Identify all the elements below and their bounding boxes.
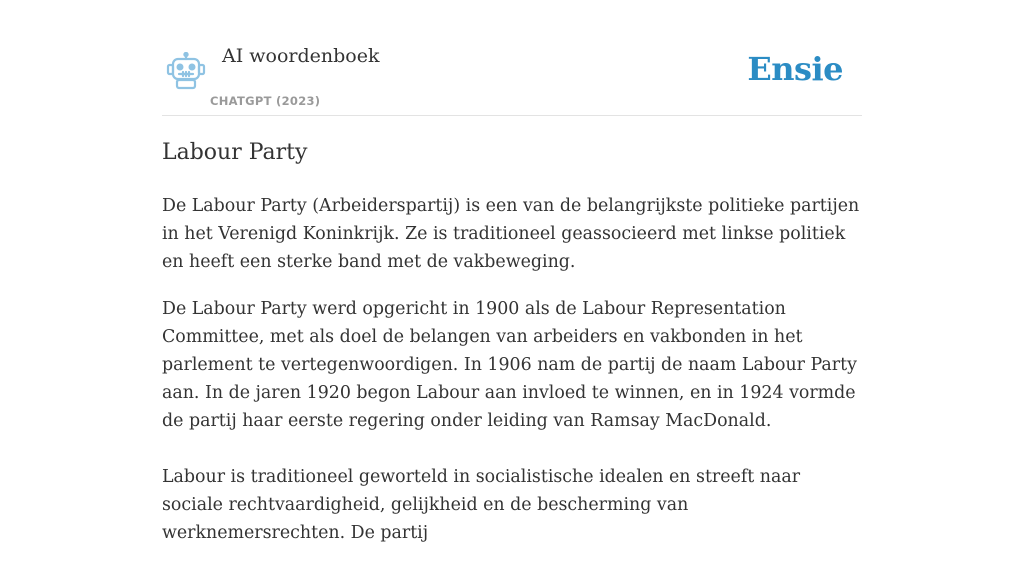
entry-body	[162, 192, 862, 566]
robot-icon	[166, 52, 206, 90]
entry-page	[162, 0, 862, 543]
page-title: Labour Party	[162, 140, 308, 165]
ensie-logo[interactable]: Ensie	[747, 50, 843, 88]
source-subtitle: CHATGPT (2023)	[210, 94, 321, 108]
entry-paragraph: Labour is traditioneel geworteld in socialistische idealen en streeft naar sociale rechtvaardigheid, gelijkheid en de bescherming van werknemersrechten. De partij	[162, 467, 801, 543]
source-title: AI woordenboek	[222, 45, 380, 67]
entry-header	[162, 0, 862, 116]
entry-paragraph: De Labour Party werd opgericht in 1900 als de Labour Representation Committee, met als doel de belangen van arbeiders en vakbonden in het parlement te vertegenwoordigen. In 1906 nam de partij de naam Labour Party aan. In de jaren 1920 begon Labour aan invloed te winnen, en in 1924 vormde de partij haar eerste regering onder leiding van Ramsay MacDonald.	[162, 299, 857, 431]
entry-paragraph: De Labour Party (Arbeiderspartij) is een van de belangrijkste politieke partijen in het Verenigd Koninkrijk. Ze is traditioneel geassocieerd met linkse politiek en heeft een sterke band met de vakbeweging.	[162, 196, 860, 272]
